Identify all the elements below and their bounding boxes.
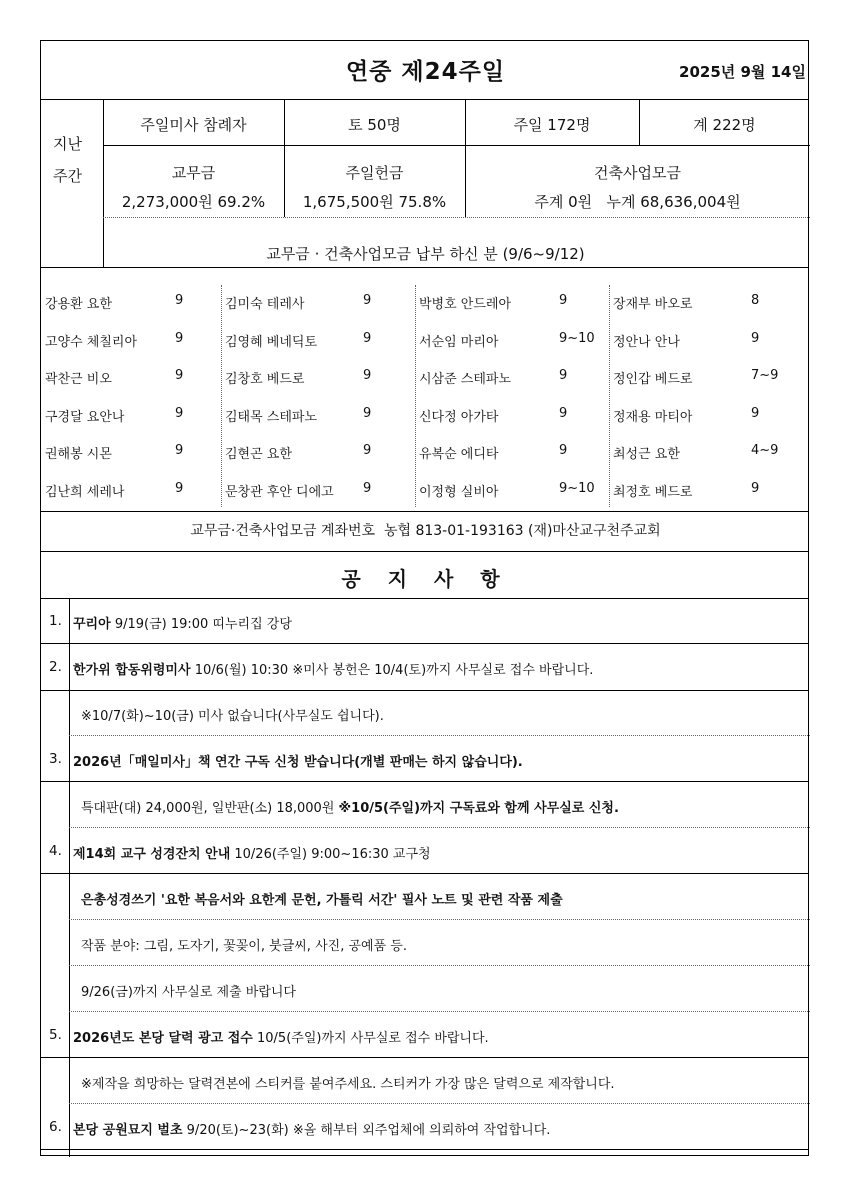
notice-3-sub-text: 특대판(대) 24,000원, 일반판(소) 18,000원 — [81, 801, 339, 816]
bulletin-sheet — [40, 40, 809, 1156]
donor-months: 9 — [175, 330, 184, 346]
donor-name: 장재부 바오로 — [613, 297, 693, 312]
divider — [41, 598, 808, 599]
divider — [103, 217, 810, 218]
donor-months: 9~10 — [559, 480, 595, 496]
notice-5-text: 10/5(주일)까지 사무실로 접수 바랍니다. — [252, 1031, 489, 1046]
donor-name: 고양수 체칠리아 — [45, 334, 138, 350]
notice-4-sub: 9/26(금)까지 사무실로 제출 바랍니다 — [81, 985, 296, 1000]
notice-3-sub-emphasis: ※10/5(주일)까지 구독료와 함께 사무실로 신청. — [338, 801, 619, 816]
divider — [41, 511, 808, 512]
attendance-total: 계 222명 — [693, 116, 756, 134]
last-week-label: 주간 — [53, 167, 82, 185]
notice-number: 3. — [49, 751, 62, 767]
divider — [103, 145, 810, 146]
donor-name: 강용환 요한 — [45, 297, 112, 312]
divider — [41, 1057, 808, 1058]
notice-4-sub: 작품 분야: 그림, 도자기, 꽃꽂이, 붓글씨, 사진, 공예품 등. — [81, 939, 407, 954]
donor-months: 9 — [751, 330, 760, 346]
donor-months: 9 — [175, 405, 184, 421]
donor-months: 9 — [175, 443, 184, 458]
divider — [69, 1103, 810, 1104]
last-week-label: 지난 — [53, 135, 82, 153]
notice-1 — [73, 613, 292, 632]
donor-name: 정인갑 베드로 — [613, 372, 693, 387]
donor-months: 9 — [559, 443, 568, 458]
donor-name: 이정형 실비아 — [419, 484, 499, 500]
donor-months: 9 — [175, 368, 184, 383]
notice-3-heading: 2026년「매일미사」책 연간 구독 신청 받습니다(개별 판매는 하지 않습니다). — [73, 755, 523, 770]
divider — [41, 643, 808, 644]
notice-2-sub: ※10/7(화)~10(금) 미사 없습니다(사무실도 쉽니다). — [81, 709, 384, 724]
notice-4-sub: 은총성경쓰기 '요한 복음서와 요한계 문헌, 가톨릭 서간' 필사 노트 및 관련 작품 제출 — [81, 893, 563, 908]
divider — [41, 781, 808, 782]
notice-2 — [73, 659, 593, 678]
building-label: 건축사업모금 — [594, 164, 681, 182]
donor-name: 김현곤 요한 — [225, 447, 292, 462]
divider — [69, 919, 810, 920]
donor-name: 김난희 세레나 — [45, 484, 125, 500]
divider — [221, 285, 222, 507]
donor-months: 9 — [363, 405, 372, 421]
notice-3 — [73, 751, 523, 770]
notice-5 — [73, 1027, 489, 1046]
donor-name: 박병호 안드레아 — [419, 297, 512, 312]
donor-name: 김창호 베드로 — [225, 372, 305, 387]
attendance-label: 주일미사 참례자 — [140, 116, 247, 134]
donor-name: 신다정 아가타 — [419, 409, 499, 425]
divider — [41, 1149, 808, 1150]
divider — [69, 735, 810, 736]
notice-4-text: 10/26(주일) 9:00~16:30 교구청 — [230, 847, 431, 862]
notices-title: 공 지 사 항 — [341, 567, 510, 591]
divider — [609, 285, 610, 507]
divider — [41, 690, 808, 691]
fee-label: 교무금 — [171, 164, 216, 182]
notice-6-heading: 본당 공원묘지 벌초 — [73, 1123, 183, 1138]
donor-months: 8 — [751, 293, 760, 308]
donor-months: 9 — [363, 368, 372, 383]
donor-name: 김영혜 베네딕토 — [225, 334, 318, 350]
divider — [41, 267, 808, 268]
donor-months: 9~10 — [559, 330, 595, 346]
donor-months: 9 — [363, 443, 372, 458]
donor-name: 권해봉 시몬 — [45, 447, 112, 462]
donor-months: 9 — [363, 330, 372, 346]
notice-number: 1. — [49, 613, 62, 629]
donor-months: 9 — [175, 480, 184, 496]
page-title: 연중 제24주일 — [345, 59, 506, 85]
attendance-sun: 주일 172명 — [513, 116, 591, 134]
donor-months: 9 — [363, 293, 372, 308]
donor-months: 9 — [175, 293, 184, 308]
divider — [41, 873, 808, 874]
donor-months: 7~9 — [751, 368, 779, 383]
donor-months: 4~9 — [751, 443, 779, 458]
offering-label: 주일헌금 — [345, 164, 404, 182]
donor-name: 최정호 베드로 — [613, 484, 693, 500]
donor-name: 김태목 스테파노 — [225, 409, 318, 425]
notice-2-heading: 한가위 합동위령미사 — [73, 663, 191, 678]
donor-name: 문창관 후안 디에고 — [225, 484, 334, 500]
donor-name: 시삼준 스테파노 — [419, 372, 512, 387]
notice-1-text: 9/19(금) 19:00 띠누리집 강당 — [110, 617, 292, 632]
notice-6 — [73, 1119, 550, 1138]
notice-3-sub — [81, 797, 619, 816]
donor-months: 9 — [559, 405, 568, 421]
donor-months: 9 — [363, 480, 372, 496]
donor-months: 9 — [751, 480, 760, 496]
divider — [69, 598, 70, 1157]
notice-number: 6. — [49, 1119, 62, 1135]
notice-4-heading: 제14회 교구 성경잔치 안내 — [73, 847, 231, 862]
notice-4 — [73, 843, 431, 862]
fee-value: 2,273,000원 69.2% — [121, 193, 266, 211]
divider — [69, 1011, 810, 1012]
donor-months: 9 — [559, 368, 568, 383]
donor-name: 유복순 에디타 — [419, 447, 499, 462]
divider — [41, 551, 808, 552]
divider — [41, 99, 808, 100]
account-info: 교무금·건축사업모금 계좌번호 농협 813-01-193163 (재)마산교구천주교회 — [190, 523, 661, 539]
building-value: 주계 0원 누계 68,636,004원 — [534, 193, 741, 211]
donor-name: 서순임 마리아 — [419, 334, 499, 350]
divider — [415, 285, 416, 507]
donor-name: 최성근 요한 — [613, 447, 680, 462]
notice-number: 2. — [49, 659, 62, 675]
offering-value: 1,675,500원 75.8% — [302, 193, 447, 211]
notice-1-heading: 꾸리아 — [73, 617, 111, 632]
donor-name: 구경달 요안나 — [45, 409, 125, 425]
notice-6-text: 9/20(토)~23(화) ※올 해부터 외주업체에 의뢰하여 작업합니다. — [182, 1123, 551, 1138]
notice-number: 5. — [49, 1027, 62, 1043]
attendance-sat: 토 50명 — [348, 116, 401, 134]
donor-name: 정안나 안나 — [613, 334, 680, 350]
notice-2-text: 10/6(월) 10:30 ※미사 봉헌은 10/4(토)까지 사무실로 접수 바랍니다. — [190, 663, 594, 678]
donor-months: 9 — [559, 293, 568, 308]
donor-name: 곽찬근 비오 — [45, 372, 112, 387]
bulletin-date: 2025년 9월 14일 — [679, 63, 806, 81]
divider — [69, 965, 810, 966]
notice-number: 4. — [49, 843, 62, 859]
donor-name: 김미숙 테레사 — [225, 297, 305, 312]
divider — [69, 827, 810, 828]
donors-heading: 교무금 · 건축사업모금 납부 하신 분 (9/6~9/12) — [266, 245, 585, 263]
donor-name: 정재용 마티아 — [613, 409, 693, 425]
notice-5-sub: ※제작을 희망하는 달력견본에 스티커를 붙여주세요. 스티커가 가장 많은 달력으로 제작합니다. — [81, 1077, 615, 1092]
notice-5-heading: 2026년도 본당 달력 광고 접수 — [73, 1031, 253, 1046]
donor-months: 9 — [751, 405, 760, 421]
